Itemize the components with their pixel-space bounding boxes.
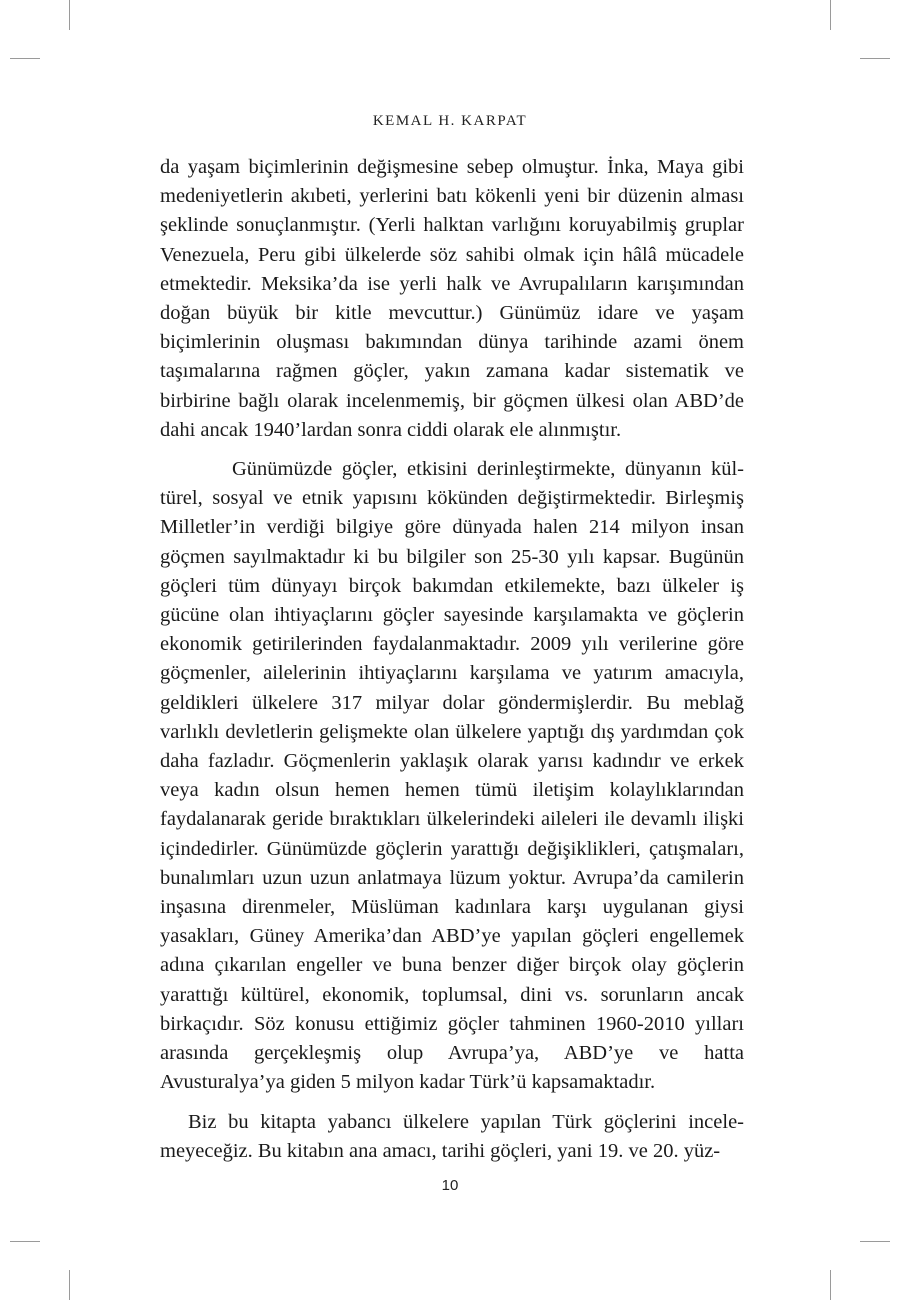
crop-mark-left-bottom bbox=[10, 1241, 40, 1242]
crop-mark-left-top bbox=[10, 58, 40, 59]
crop-mark-bottom-left bbox=[69, 1270, 70, 1300]
paragraph-3: Biz bu kitapta yabancı ülkelere yapılan Türk göçlerini incelemeyeceğiz. Bu kitabın ana amacı, tarihi göçleri, yani 19. ve 20. yüz- bbox=[160, 1110, 744, 1162]
crop-mark-bottom-right bbox=[830, 1270, 831, 1300]
crop-mark-top-left bbox=[69, 0, 70, 30]
page-number: 10 bbox=[441, 1177, 459, 1194]
crop-mark-right-top bbox=[860, 58, 890, 59]
body-text bbox=[160, 153, 744, 1166]
paragraph-1: da yaşam biçimlerinin değişmesine sebep olmuştur. İnka, Maya gibi medeniyetlerin akıbeti, yerlerini batı kökenli yeni bir düzenin alması şeklinde sonuçlanmıştır. (Yerli halktan varlığını koruyabilmiş gruplar Venezuela, Peru gibi ülkelerde söz sahibi olmak için hâlâ mücadele etmektedir. Meksika’da ise yerli halk ve Avrupalıların karışımından doğan büyük bir kitle mevcuttur.) Günümüz idare ve yaşam biçimlerinin oluşması bakımından dünya tarihinde azami önem taşımalarına rağmen göçler, yakın zamana kadar sistematik ve birbirine bağlı olarak incelenmemiş, bir göçmen ülkesi olan ABD’de dahi ancak 1940’lardan sonra ciddi olarak ele alınmıştır. bbox=[160, 156, 744, 441]
running-head: KEMAL H. KARPAT bbox=[372, 113, 528, 129]
crop-mark-top-right bbox=[830, 0, 831, 30]
paragraph-2: Günümüzde göçler, etkisini derinleştirmekte, dünyanın kültürel, sosyal ve etnik yapısını kökünden değiştirmektedir. Birleşmiş Milletler’in verdiği bilgiye göre dünyada halen 214 milyon insan göçmen sayılmaktadır ki bu bilgiler son 25-30 yılı kapsar. Bugünün göçleri tüm dünyayı birçok bakımdan etkilemekte, bazı ülkeler iş gücüne olan ihtiyaçlarını göçler sayesinde karşılamakta ve göçlerin ekonomik getirilerinden faydalanmaktadır. 2009 yılı verilerine göre göçmenler, ailelerinin ihtiyaçlarını karşılama ve yatırım amacıyla, geldikleri ülkelere 317 milyar dolar göndermişlerdir. Bu meblağ varlıklı devletlerin gelişmekte olan ülkelere yaptığı dış yardımdan çok daha fazladır. Göçmenlerin yaklaşık olarak yarısı kadındır ve erkek veya kadın olsun hemen hemen tümü iletişim kolaylıklarından faydalanarak geride bıraktıkları ülkelerindeki aileleri ile devamlı ilişki içindedirler. Günümüzde göçlerin yarattığı değişiklikleri, çatışmaları, bunalımları uzun uzun anlatmaya lüzum yoktur. Avrupa’da camilerin inşasına direnmeler, Müslüman kadınlara karşı uygulanan giysi yasakları, Güney Amerika’dan ABD’ye yapılan göçleri engellemek adına çıkarılan engeller ve buna benzer diğer birçok olay göçlerin yarattığı kültürel, ekonomik, toplumsal, dini vs. sorunların ancak birkaçıdır. Söz konusu ettiğimiz göçler tahminen 1960-2010 yılları arasında gerçekleşmiş olup Avrupa’ya, ABD’ye ve hatta Avusturalya’ya giden 5 milyon kadar Türk’ü kapsamaktadır. bbox=[160, 458, 744, 1094]
crop-mark-right-bottom bbox=[860, 1241, 890, 1242]
